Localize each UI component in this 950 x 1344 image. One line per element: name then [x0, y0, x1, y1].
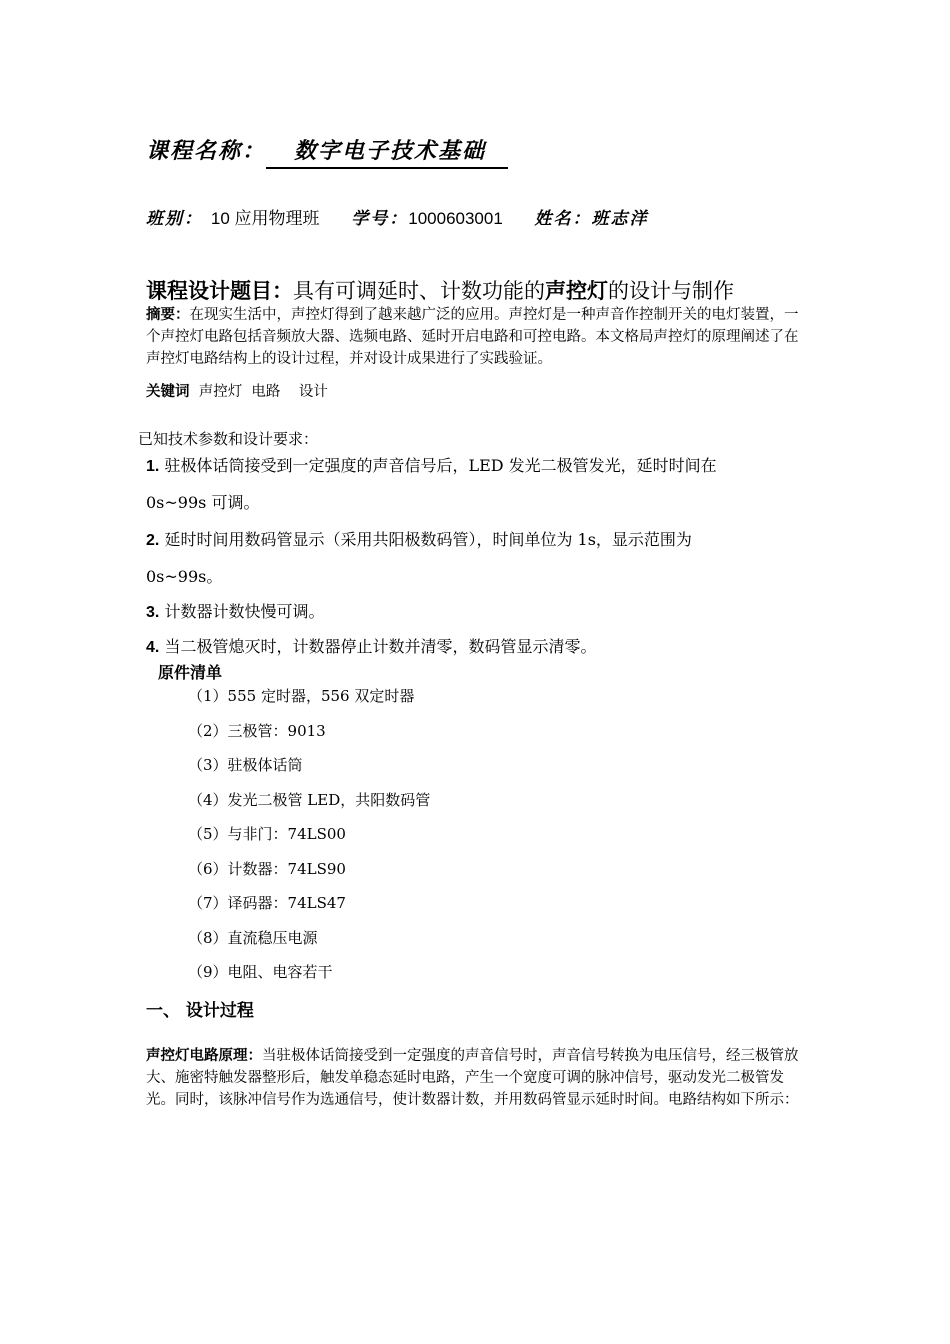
abstract-paragraph — [146, 304, 811, 370]
topic-post: 的设计与制作 — [608, 279, 734, 303]
principle-text: 当驻极体话筒接受到一定强度的声音信号时，声音信号转换为电压信号，经三极管放大、施密特触发器整形后，触发单稳态延时电路，产生一个宽度可调的脉冲信号，驱动发光二极管发光。同时，该脉冲信号作为选通信号，使计数器计数，并用数码管显示延时时间。电路结构如下所示： — [146, 1048, 799, 1108]
part-item: （8）直流稳压电源 — [188, 929, 318, 947]
requirement-2 — [146, 527, 692, 550]
topic-pre: 具有可调延时、计数功能的 — [293, 279, 545, 303]
part-item: （6）计数器：74LS90 — [188, 860, 346, 878]
abstract-text: 在现实生活中，声控灯得到了越来越广泛的应用。声控灯是一种声音作控制开关的电灯装置，一个声控灯电路包括音频放大器、选频电路、延时开启电路和可控电路。本文格局声控灯的原理阐述了在声控灯电路结构上的设计过程，并对设计成果进行了实践验证。 — [146, 307, 799, 367]
req-text: 当二极管熄灭时，计数器停止计数并清零，数码管显示清零。 — [164, 637, 597, 656]
part-item: （1）555 定时器，556 双定时器 — [188, 687, 415, 705]
part-item: （3）驻极体话筒 — [188, 756, 303, 774]
keywords-text: 声控灯 电路 设计 — [198, 384, 328, 400]
abstract-label: 摘要： — [146, 306, 190, 323]
keywords-label: 关键词 — [146, 383, 190, 400]
req-text: 延时时间用数码管显示（采用共阳极数码管），时间单位为 1s，显示范围为 — [164, 530, 692, 549]
part-item: （4）发光二极管 LED，共阳数码管 — [188, 791, 431, 809]
requirement-1-cont: 0s~99s 可调。 — [146, 493, 260, 512]
principle-paragraph — [146, 1045, 811, 1111]
name-label: 姓名： — [534, 209, 592, 229]
id-label: 学号： — [351, 209, 409, 229]
parts-title: 原件清单 — [158, 663, 223, 682]
requirements-title: 已知技术参数和设计要求： — [138, 430, 319, 448]
req-num: 2. — [146, 532, 160, 549]
section-heading: 一、 设计过程 — [146, 1001, 254, 1021]
part-item: （7）译码器：74LS47 — [188, 894, 346, 912]
req-num: 3. — [146, 604, 160, 621]
req-text: 计数器计数快慢可调。 — [164, 602, 325, 621]
req-num: 1. — [146, 458, 160, 475]
requirement-4 — [146, 634, 596, 657]
requirement-3 — [146, 599, 324, 622]
class-value: 10 应用物理班 — [210, 209, 320, 228]
topic-label: 课程设计题目： — [146, 278, 293, 303]
name-value: 班志洋 — [591, 209, 649, 229]
principle-label: 声控灯电路原理： — [146, 1047, 262, 1064]
course-name-line — [146, 134, 508, 169]
req-num: 4. — [146, 639, 160, 656]
topic-bold: 声控灯 — [545, 278, 608, 303]
design-topic — [146, 275, 734, 305]
requirement-1 — [146, 453, 717, 476]
student-info-line — [146, 204, 648, 229]
course-label: 课程名称： — [146, 139, 267, 164]
part-item: （9）电阻、电容若干 — [188, 963, 333, 981]
part-item: （5）与非门：74LS00 — [188, 825, 346, 843]
requirement-2-cont: 0s~99s。 — [146, 567, 223, 586]
id-value: 1000603001 — [408, 209, 503, 228]
part-item: （2）三极管：9013 — [188, 722, 326, 740]
keywords-line — [146, 380, 328, 401]
course-value: 数字电子技术基础 — [266, 134, 508, 169]
class-label: 班别： — [146, 209, 203, 229]
req-text: 驻极体话筒接受到一定强度的声音信号后，LED 发光二极管发光，延时时间在 — [164, 456, 717, 475]
